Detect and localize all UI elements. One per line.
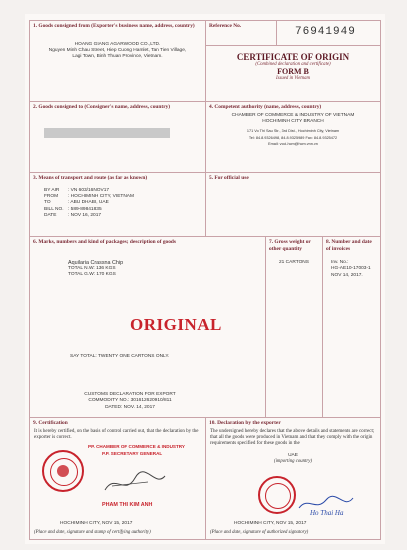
box-goods-header: 6. Marks, numbers and kind of packages; description of goods <box>33 239 177 245</box>
authority-email: Email: vcci-hcm@hcm.vnn.vn <box>268 142 318 147</box>
box-exporter-header: 1. Goods consigned from (Exporter's business name, address, country) <box>33 23 195 29</box>
box-official-use <box>206 173 380 237</box>
signer-name: PHAM THI KIM ANH <box>102 502 153 508</box>
certificate-subtitle: (Combined declaration and certificate) <box>255 62 331 67</box>
transport-row: TO : ABU DHABI, UAE <box>44 200 109 206</box>
transport-row: FROM : HOCHIMINH CITY, VIETNAM <box>44 193 135 199</box>
form-type: FORM B <box>277 67 309 76</box>
box-goods <box>30 237 266 418</box>
box-transport <box>30 173 206 237</box>
transport-row: DATE : NOV 16, 2017 <box>44 213 102 219</box>
exporter-address-1: Nguyen Minh Chau Street, Hiep Cuong Hamlet, Tan Tien Village, <box>48 47 187 53</box>
transport-row: BY AIR : VN 603/16NOV17 <box>44 187 110 193</box>
chamber-stamp-line1: PP. CHAMBER OF COMMERCE & INDUSTRY <box>88 444 185 449</box>
official-round-stamp <box>42 450 84 492</box>
exporter-address-2: Lagi Town, Binh Thuan Province, Vietnam. <box>72 54 163 60</box>
authority-name: CHAMBER OF COMMERCE & INDUSTRY OF VIETNAM <box>231 112 355 118</box>
box-consignee <box>30 102 206 173</box>
box-authority-header: 4. Competent authority (name, address, country) <box>209 104 322 110</box>
invoice-label: Inv. No.: <box>331 260 349 265</box>
authority-branch: HOCHIMINH CITY BRANCH <box>262 118 324 124</box>
box-authority <box>206 102 380 173</box>
certificate-page <box>25 14 385 544</box>
consignee-redacted <box>44 128 170 138</box>
invoice-number: HG-AE10-17003-1 <box>331 266 371 272</box>
box-quantity <box>266 237 323 418</box>
original-stamp: ORIGINAL <box>130 315 222 334</box>
certifier-signature <box>100 468 170 498</box>
customs-commodity: COMMODITY NO.: 301612620910/811 <box>88 398 172 404</box>
box-certification <box>30 418 206 540</box>
certification-place-date: HOCHIMINH CITY, NOV 15, 2017 <box>60 521 133 526</box>
box-invoice-header: 8. Number and date of invoices <box>326 239 372 252</box>
box-official-use-header: 5. For official use <box>209 175 249 181</box>
certification-footer: (Place and date, signature and stamp of certifying authority) <box>34 530 151 535</box>
company-round-stamp <box>258 476 296 514</box>
product-name: Aquilaria Crassna Chip <box>68 259 124 266</box>
box-consignee-header: 2. Goods consigned to (Consigner's name, address, country) <box>33 104 171 110</box>
certificate-title: CERTIFICATE OF ORIGIN <box>236 52 350 62</box>
issued-in: Issued in Vietnam <box>275 76 311 81</box>
net-weight: TOTAL N.W: 136 KGS <box>68 265 116 271</box>
authority-phone: Tel: 84.8.9326498, 84.8.9325989 Fax: 84.8.9325472 <box>248 135 338 140</box>
chamber-stamp-line2: P.P. SECRETARY GENERAL <box>102 451 163 456</box>
customs-date: DATED: NOV. 14, 2017 <box>105 404 155 410</box>
reference-number: 76941949 <box>295 26 356 38</box>
box-invoice <box>323 237 380 418</box>
importing-country: UAE <box>288 452 298 458</box>
box-declaration <box>206 418 380 540</box>
customs-title: CUSTOMS DECLARATION FOR EXPORT <box>84 392 176 397</box>
exporter-signer: Ho Thai Ha <box>310 509 344 517</box>
box-exporter <box>30 21 206 102</box>
box-certification-header: 9. Certification <box>33 420 68 426</box>
declaration-text: The undersigned hereby declares that the above details and statements are correct; that all the goods were produced in Vietnam and that they comply with the origin requirements specified for these goods in the <box>210 428 375 446</box>
exporter-name: HOANG GIANG AGARWOOD CO.,LTD. <box>74 41 161 47</box>
quantity-value: 21 CARTONS <box>279 260 309 265</box>
declaration-footer: (Place and date, signature of authorized signatory) <box>210 530 309 535</box>
declaration-place-date: HOCHIMINH CITY, NOV 15, 2017 <box>234 521 307 526</box>
certification-text: It is hereby certified, on the basis of control carried out, that the declaration by the exporter is correct. <box>34 428 199 440</box>
transport-row: BILL NO. : 589-89841835 <box>44 206 102 212</box>
box-reference <box>206 21 380 102</box>
certificate-form <box>29 20 381 540</box>
box-quantity-header: 7. Gross weight or other quantity <box>269 239 311 252</box>
invoice-date: NOV 14, 2017. <box>331 272 363 278</box>
say-total: SAY TOTAL: TWENTY ONE CARTONS ONLY. <box>70 354 170 359</box>
gross-weight: TOTAL G.W: 170 KGS <box>68 272 116 278</box>
reference-label: Reference No. <box>206 21 277 45</box>
authority-address: 171 Vo Thi Sau Str., 3rd Dist., Hochiminh City, Vietnam <box>246 129 340 134</box>
importing-country-label: (importing country) <box>274 458 312 464</box>
box-transport-header: 3. Means of transport and route (as far as known) <box>33 175 148 181</box>
box-declaration-header: 10. Declaration by the exporter <box>209 420 281 426</box>
